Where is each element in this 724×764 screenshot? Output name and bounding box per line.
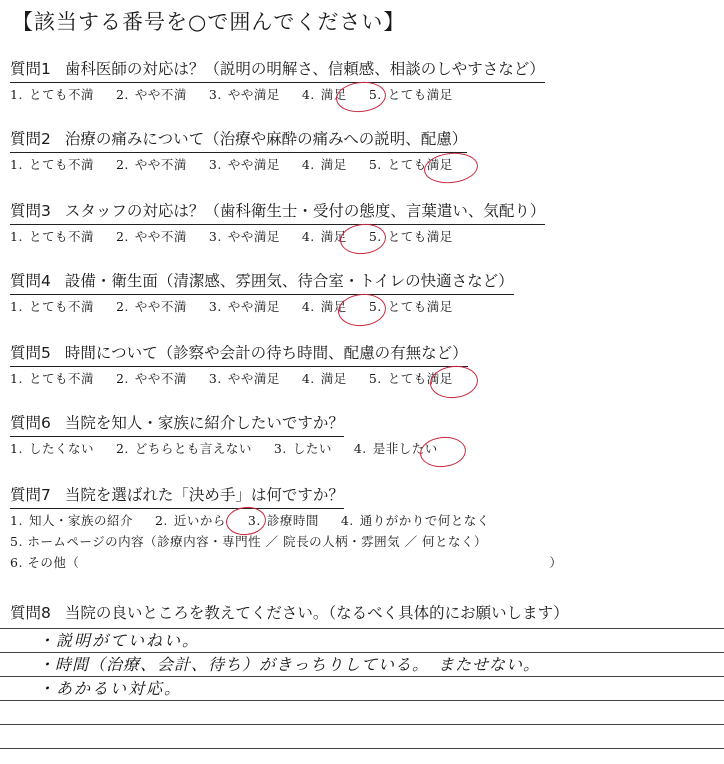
q5-option-2[interactable]: 2. やや不満 — [115, 371, 187, 386]
question-7-number: 質問7 — [10, 486, 51, 504]
question-3-options — [10, 227, 545, 246]
q5-option-1[interactable]: 1. とても不満 — [10, 371, 94, 386]
question-8-title — [10, 602, 569, 626]
q7-option-6-close: ） — [549, 555, 563, 570]
q2-option-1[interactable]: 1. とても不満 — [10, 157, 94, 172]
question-1-options — [10, 85, 545, 104]
q3-option-1[interactable]: 1. とても不満 — [10, 229, 94, 244]
q7-option-1[interactable]: 1. 知人・家族の紹介 — [10, 513, 133, 528]
q7-option-2[interactable]: 2. 近いから — [154, 513, 226, 528]
question-8 — [10, 602, 569, 626]
q7-option-6[interactable] — [10, 553, 562, 572]
q7-option-4[interactable]: 4. 通りがかりで何となく — [340, 513, 490, 528]
answer-line-5 — [0, 724, 724, 725]
q7-option-3[interactable]: 3. 診療時間 — [247, 513, 319, 528]
q4-option-3[interactable]: 3. やや満足 — [208, 299, 280, 314]
q5-option-5[interactable]: 5. とても満足 — [368, 371, 453, 386]
question-7-title — [10, 484, 344, 509]
q1-option-1[interactable]: 1. とても不満 — [10, 87, 94, 102]
question-4-text: 設備・衛生面（清潔感、雰囲気、待合室・トイレの快適さなど） — [64, 272, 514, 290]
q7-option-6-label: 6. その他（ — [10, 555, 80, 570]
question-2-number: 質問2 — [10, 130, 51, 148]
q4-option-5[interactable]: 5. とても満足 — [368, 299, 453, 314]
question-6-options — [10, 439, 460, 458]
q6-option-4[interactable]: 4. 是非したい — [353, 441, 438, 456]
question-2-options — [10, 155, 475, 174]
q1-option-3[interactable]: 3. やや満足 — [208, 87, 280, 102]
q2-option-5[interactable]: 5. とても満足 — [368, 157, 453, 172]
question-4-number: 質問4 — [10, 272, 51, 290]
q3-option-3[interactable]: 3. やや満足 — [208, 229, 280, 244]
question-8-text: 当院の良いところを教えてください。（なるべく具体的にお願いします） — [64, 604, 569, 622]
q4-option-4[interactable]: 4. 満足 — [301, 299, 347, 314]
q3-option-4[interactable]: 4. 満足 — [301, 229, 347, 244]
q3-option-5[interactable]: 5. とても満足 — [368, 229, 453, 244]
q6-option-3[interactable]: 3. したい — [273, 441, 332, 456]
q1-option-5[interactable]: 5. とても満足 — [368, 87, 453, 102]
question-3-text: スタッフの対応は？（歯科衛生士・受付の態度、言葉遣い、気配り） — [64, 202, 546, 220]
question-2-title — [10, 128, 467, 153]
question-4 — [10, 270, 514, 316]
question-4-title — [10, 270, 514, 295]
question-5-title — [10, 342, 468, 367]
handwritten-answer-2: ・時間（治療、会計、待ち）がきっちりしている。 またせない。 — [38, 655, 541, 674]
question-3 — [10, 200, 545, 246]
question-1-text: 歯科医師の対応は？（説明の明解さ、信頼感、相談のしやすさなど） — [64, 60, 545, 78]
question-2-text: 治療の痛みについて（治療や麻酔の痛みへの説明、配慮） — [64, 130, 468, 148]
question-3-number: 質問3 — [10, 202, 51, 220]
answer-line-6 — [0, 748, 724, 749]
q4-option-2[interactable]: 2. やや不満 — [115, 299, 187, 314]
question-6-text: 当院を知人・家族に紹介したいですか？ — [64, 414, 344, 432]
question-1 — [10, 58, 545, 104]
question-5 — [10, 342, 475, 388]
instruction-header: 【該当する番号を○で囲んでください】 — [12, 10, 406, 34]
q2-option-2[interactable]: 2. やや不満 — [115, 157, 187, 172]
question-7 — [10, 484, 562, 572]
q2-option-3[interactable]: 3. やや満足 — [208, 157, 280, 172]
question-8-number: 質問8 — [10, 604, 51, 622]
question-5-options — [10, 369, 475, 388]
q7-option-5[interactable]: 5. ホームページの内容（診療内容・専門性 ／ 院長の人柄・雰囲気 ／ 何となく） — [10, 534, 488, 549]
question-7-text: 当院を選ばれた「決め手」は何ですか？ — [64, 486, 344, 504]
q4-option-1[interactable]: 1. とても不満 — [10, 299, 94, 314]
question-5-number: 質問5 — [10, 344, 51, 362]
handwritten-answer-3: ・あかるい対応。 — [38, 679, 183, 698]
q5-option-3[interactable]: 3. やや満足 — [208, 371, 280, 386]
handwritten-answer-1: ・説明がていねい。 — [38, 631, 201, 650]
q1-option-2[interactable]: 2. やや不満 — [115, 87, 187, 102]
q5-option-4[interactable]: 4. 満足 — [301, 371, 347, 386]
question-4-options — [10, 297, 514, 316]
q6-option-1[interactable]: 1. したくない — [10, 441, 94, 456]
question-6-number: 質問6 — [10, 414, 51, 432]
question-1-title — [10, 58, 545, 83]
question-5-text: 時間について（診察や会計の待ち時間、配慮の有無など） — [64, 344, 468, 362]
question-7-options-row1 — [10, 511, 562, 530]
q2-option-4[interactable]: 4. 満足 — [301, 157, 347, 172]
question-1-number: 質問1 — [10, 60, 51, 78]
q1-option-4[interactable]: 4. 満足 — [301, 87, 347, 102]
question-2 — [10, 128, 475, 174]
q3-option-2[interactable]: 2. やや不満 — [115, 229, 187, 244]
question-6-title — [10, 412, 344, 437]
question-6 — [10, 412, 460, 458]
question-3-title — [10, 200, 545, 225]
answer-line-4 — [0, 700, 724, 701]
q6-option-2[interactable]: 2. どちらとも言えない — [115, 441, 252, 456]
